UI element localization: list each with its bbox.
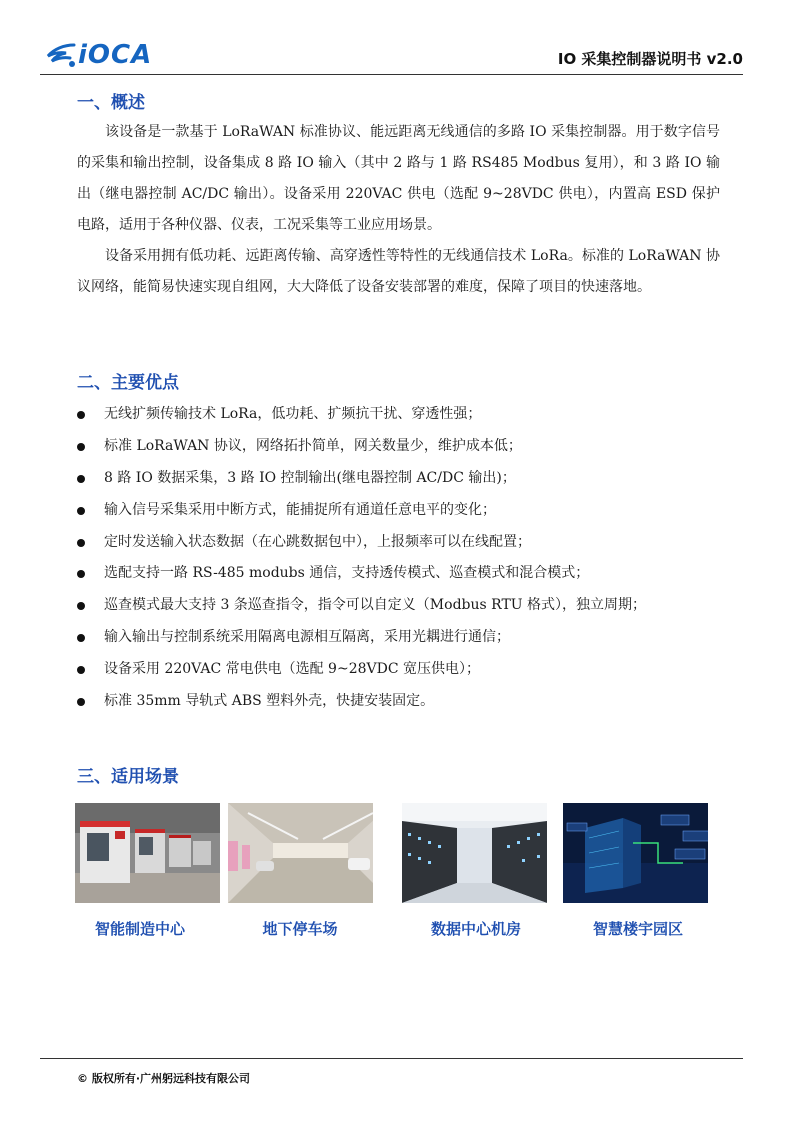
list-item: 巡查模式最大支持 3 条巡查指令，指令可以自定义（Modbus RTU 格式），独立周期；: [77, 590, 727, 622]
section-title-overview: 一、概述: [77, 93, 145, 113]
footer-divider: [40, 1058, 743, 1059]
bullet-icon: [77, 698, 85, 706]
list-item: 8 路 IO 数据采集，3 路 IO 控制输出(继电器控制 AC/DC 输出)；: [77, 463, 727, 495]
bullet-icon: [77, 602, 85, 610]
list-item: 无线扩频传输技术 LoRa，低功耗、扩频抗干扰、穿透性强；: [77, 399, 727, 431]
document-title: IO 采集控制器说明书 v2.0: [557, 50, 743, 68]
underground-parking-image: [228, 803, 373, 903]
data-center-image: [402, 803, 547, 903]
bullet-icon: [77, 475, 85, 483]
bullet-icon: [77, 443, 85, 451]
smart-building-image: [563, 803, 708, 903]
list-item: 标准 LoRaWAN 协议，网络拓扑简单，网关数量少，维护成本低；: [77, 431, 727, 463]
manufacturing-center-image: [75, 803, 220, 903]
overview-paragraph-1: 该设备是一款基于 LoRaWAN 标准协议、能远距离无线通信的多路 IO 采集控制器。用于数字信号的采集和输出控制，设备集成 8 路 IO 输入（其中 2 路与 1 路 RS485 Modbus 复用），和 3 路 IO 输出（继电器控制 AC/DC 输出）。设备采用 220VAC 供电（选配 9~28VDC 供电），内置高 ESD 保护电路，适用于各种仪器、仪表，工况采集等工业应用场景。: [77, 124, 720, 233]
list-item: 选配支持一路 RS-485 modubs 通信，支持透传模式、巡查模式和混合模式；: [77, 558, 727, 590]
list-item: 输入信号采集采用中断方式，能捕捉所有通道任意电平的变化；: [77, 495, 727, 527]
scenario-label: 数据中心机房: [430, 920, 521, 938]
header-divider: [40, 74, 743, 75]
bullet-icon: [77, 570, 85, 578]
list-item: 标准 35mm 导轨式 ABS 塑料外壳，快捷安装固定。: [77, 686, 727, 718]
overview-paragraph-2: 设备采用拥有低功耗、远距离传输、高穿透性等特性的无线通信技术 LoRa。标准的 LoRaWAN 协议网络，能简易快速实现自组网，大大降低了设备安装部署的难度，保障了项目的快速落地。: [77, 248, 720, 295]
list-item: 设备采用 220VAC 常电供电（选配 9~28VDC 宽压供电）；: [77, 654, 727, 686]
bullet-icon: [77, 507, 85, 515]
page-header: [40, 36, 743, 76]
scenario-label: 智慧楼宇园区: [592, 920, 683, 938]
bullet-icon: [77, 539, 85, 547]
section-title-advantages: 二、主要优点: [77, 373, 179, 393]
bullet-icon: [77, 411, 85, 419]
list-item: 定时发送输入状态数据（在心跳数据包中），上报频率可以在线配置；: [77, 527, 727, 559]
scenario-label: 智能制造中心: [94, 920, 185, 938]
logo-text: iOCA: [78, 40, 153, 70]
list-item: 输入输出与控制系统采用隔离电源相互隔离，采用光耦进行通信；: [77, 622, 727, 654]
company-logo: [46, 40, 152, 70]
bullet-icon: [77, 634, 85, 642]
copyright-text: © 版权所有·广州躬远科技有限公司: [77, 1072, 251, 1085]
advantages-list: [77, 399, 727, 718]
bullet-icon: [77, 666, 85, 674]
section-title-scenarios: 三、适用场景: [77, 767, 179, 787]
logo-wing-icon: [46, 42, 76, 68]
scenario-label: 地下停车场: [262, 920, 338, 938]
